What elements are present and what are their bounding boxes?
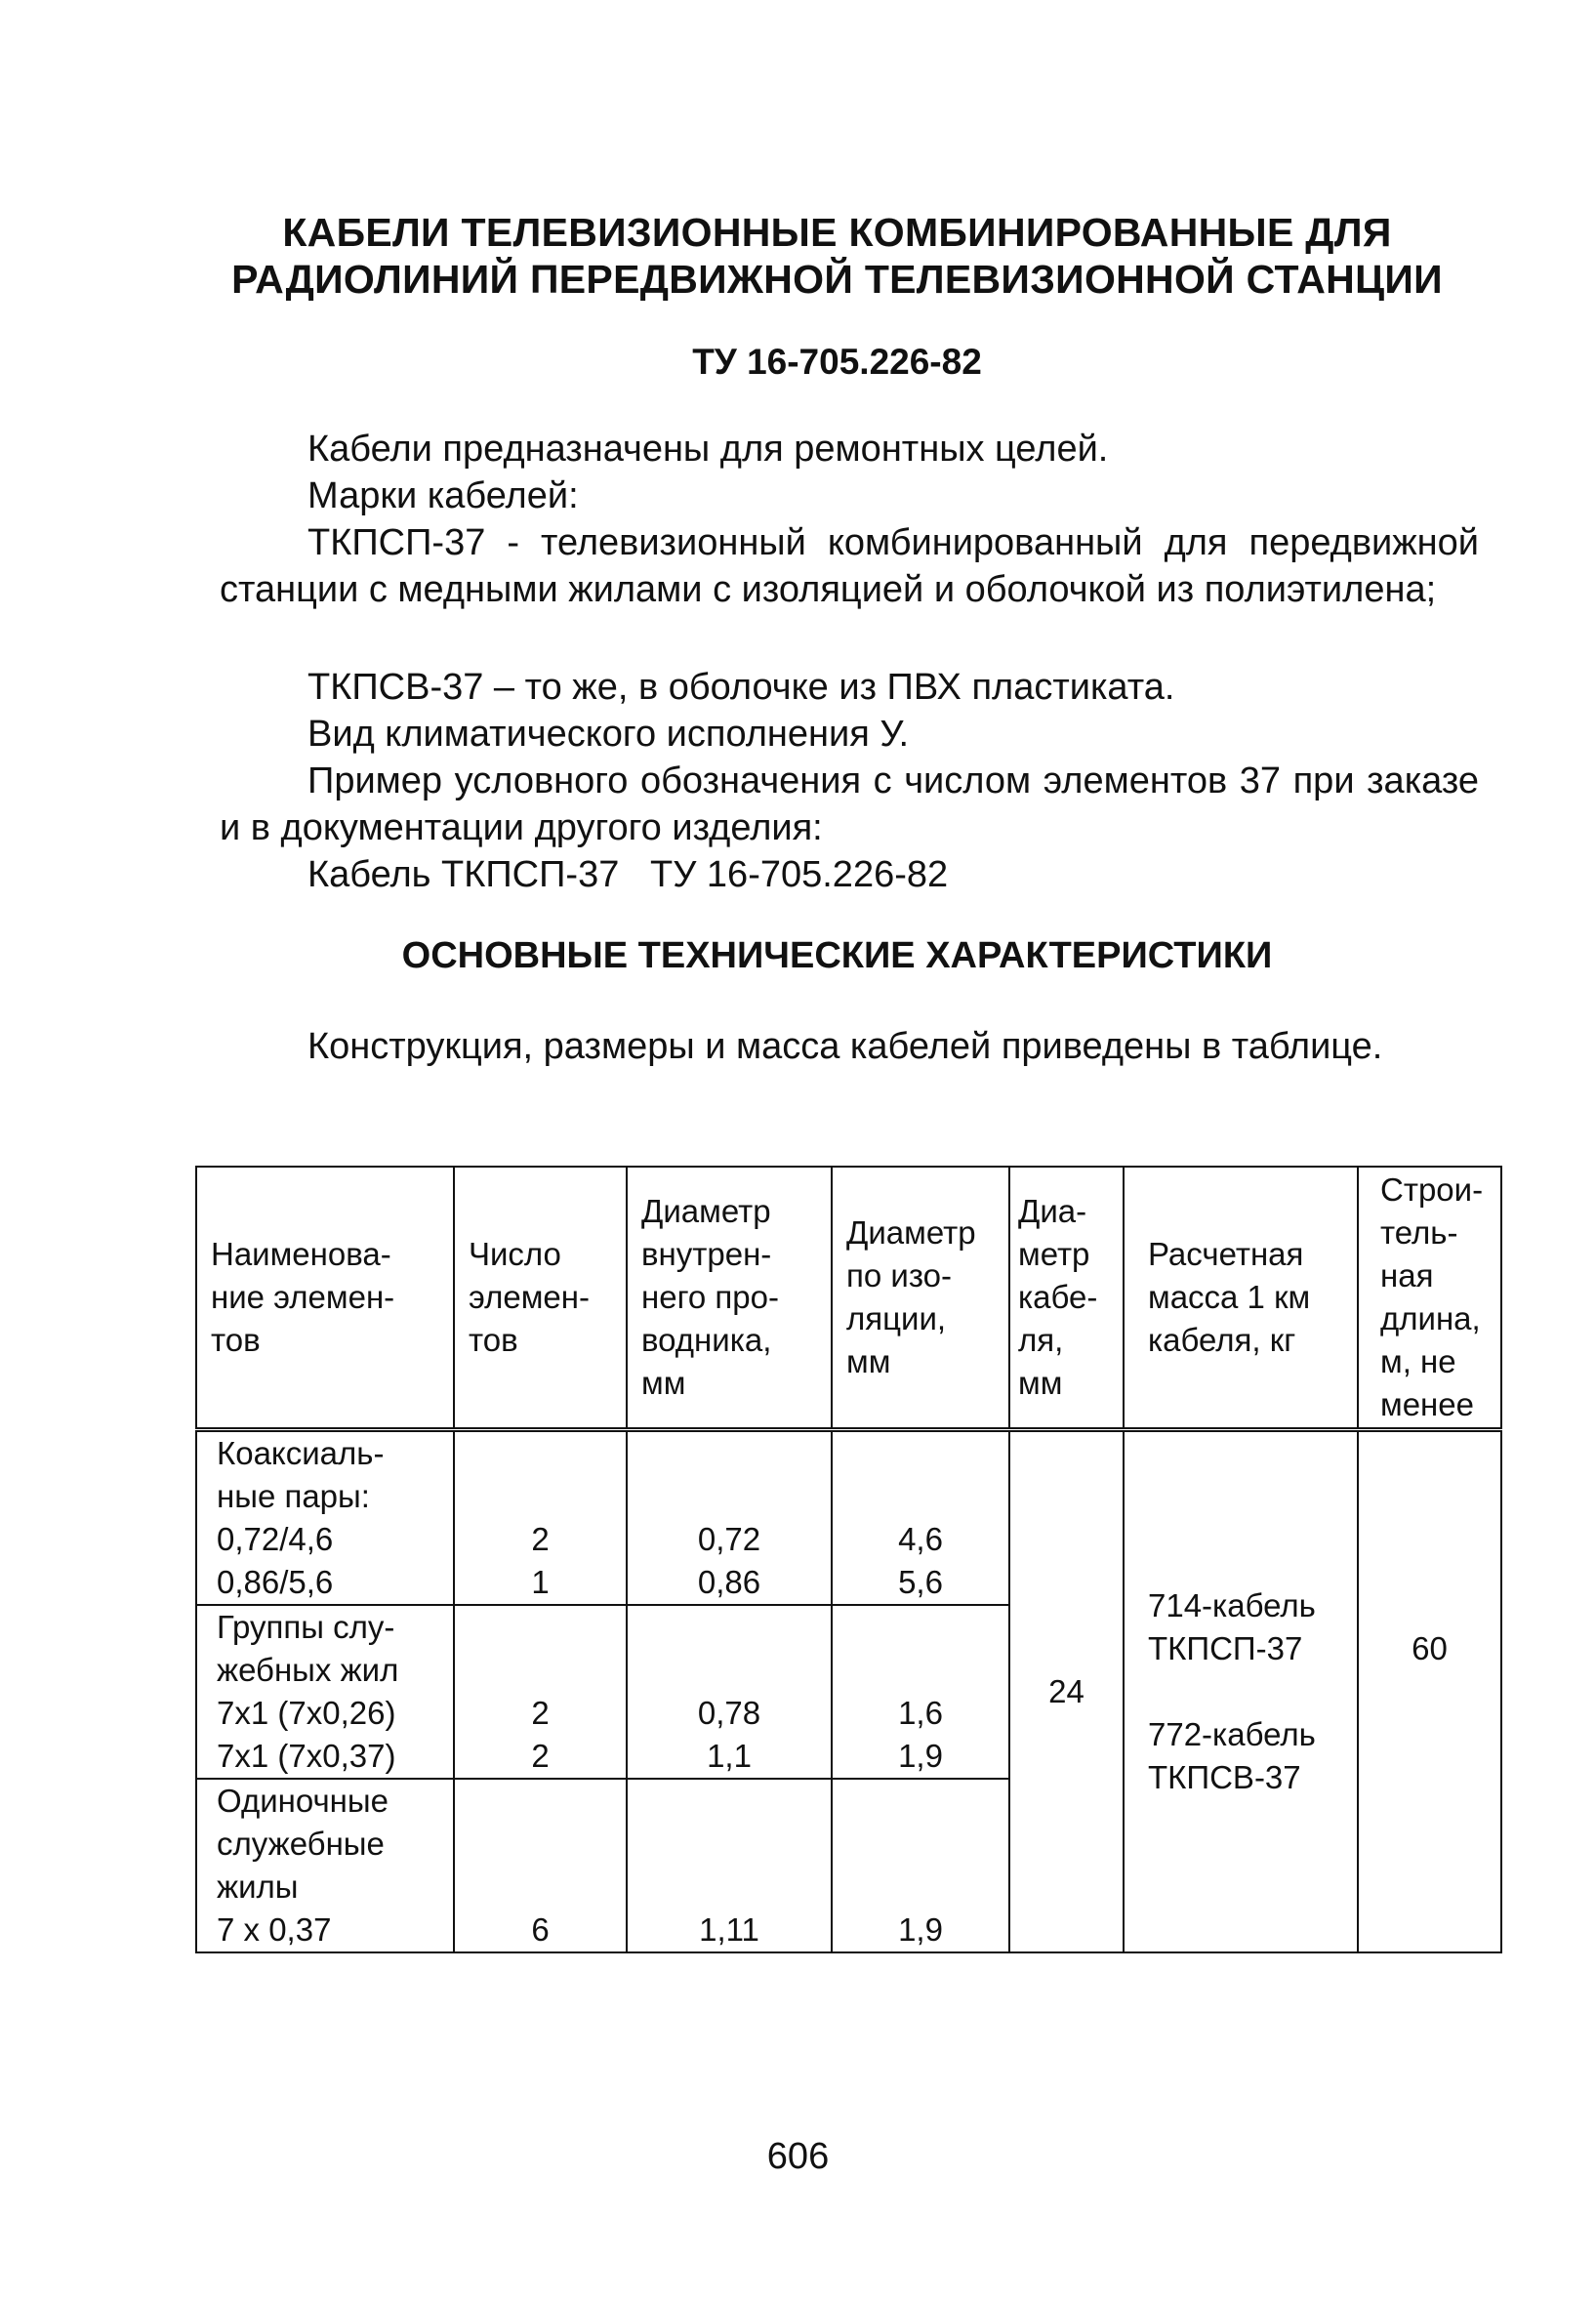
group-name-coaxial: Коаксиаль- ные пары: 0,72/4,6 0,86/5,6 xyxy=(196,1430,454,1606)
group-inner-single-wires: 1,11 xyxy=(627,1779,832,1952)
cable-diameter-value: 24 xyxy=(1009,1430,1124,1953)
paragraph-example: Пример условного обозначения с числом элементов 37 при заказе и в документации другого изделия: xyxy=(220,760,1479,848)
paragraph-brand-tkpsp: ТКПСП-37 - телевизионный комбинированный для передвижной станции с медными жилами с изоляцией и оболочкой из полиэтилена; xyxy=(220,522,1479,610)
paragraph-brand-tkpsv: ТКПСВ-37 – то же, в оболочке из ПВХ пластиката. xyxy=(307,667,1175,708)
header-name: Наименова- ние элемен- тов xyxy=(196,1167,454,1430)
header-inner-diameter: Диаметр внутрен- него про- водника, мм xyxy=(627,1167,832,1430)
group-count-service-groups: 2 2 xyxy=(454,1605,627,1779)
document-title-line-2: РАДИОЛИНИЙ ПЕРЕДВИЖНОЙ ТЕЛЕВИЗИОННОЙ СТАНЦИИ xyxy=(231,257,1443,302)
header-cable-diameter: Диа- метр кабе- ля, мм xyxy=(1009,1167,1124,1430)
table-intro: Конструкция, размеры и масса кабелей приведены в таблице. xyxy=(307,1026,1383,1067)
group-insulation-single-wires: 1,9 xyxy=(832,1779,1009,1952)
paragraph-climate: Вид климатического исполнения У. xyxy=(307,714,910,755)
group-inner-service-groups: 0,78 1,1 xyxy=(627,1605,832,1779)
table-header-row xyxy=(196,1167,1501,1430)
document-title-line-1: КАБЕЛИ ТЕЛЕВИЗИОННЫЕ КОМБИНИРОВАННЫЕ ДЛЯ xyxy=(282,210,1392,255)
group-name-service-groups: Группы слу- жебных жил 7x1 (7x0,26) 7x1 (7x0,37) xyxy=(196,1605,454,1779)
group-count-single-wires: 6 xyxy=(454,1779,627,1952)
header-insulation-diameter: Диаметр по изо- ляции, мм xyxy=(832,1167,1009,1430)
construction-length-value: 60 xyxy=(1358,1430,1501,1953)
header-mass: Расчетная масса 1 км кабеля, кг xyxy=(1124,1167,1358,1430)
group-name-single-wires: Одиночные служебные жилы 7 x 0,37 xyxy=(196,1779,454,1952)
paragraph-designation: Кабель ТКПСП-37 ТУ 16-705.226-82 xyxy=(307,854,949,895)
paragraph-purpose: Кабели предназначены для ремонтных целей. xyxy=(307,429,1109,470)
group-count-coaxial: 2 1 xyxy=(454,1430,627,1606)
cable-mass-values: 714-кабель ТКПСП-37 772-кабель ТКПСВ-37 xyxy=(1124,1430,1358,1953)
specification-table xyxy=(195,1166,1502,1953)
group-insulation-coaxial: 4,6 5,6 xyxy=(832,1430,1009,1606)
page-number: 606 xyxy=(766,2136,830,2177)
group-insulation-service-groups: 1,6 1,9 xyxy=(832,1605,1009,1779)
group-inner-coaxial: 0,72 0,86 xyxy=(627,1430,832,1606)
tu-code: ТУ 16-705.226-82 xyxy=(692,342,982,382)
header-length: Строи- тель- ная длина, м, не менее xyxy=(1358,1167,1501,1430)
paragraph-brands-heading: Марки кабелей: xyxy=(307,475,579,516)
header-count: Число элемен- тов xyxy=(454,1167,627,1430)
table-row xyxy=(196,1430,1501,1606)
section-title: ОСНОВНЫЕ ТЕХНИЧЕСКИЕ ХАРАКТЕРИСТИКИ xyxy=(401,935,1273,976)
